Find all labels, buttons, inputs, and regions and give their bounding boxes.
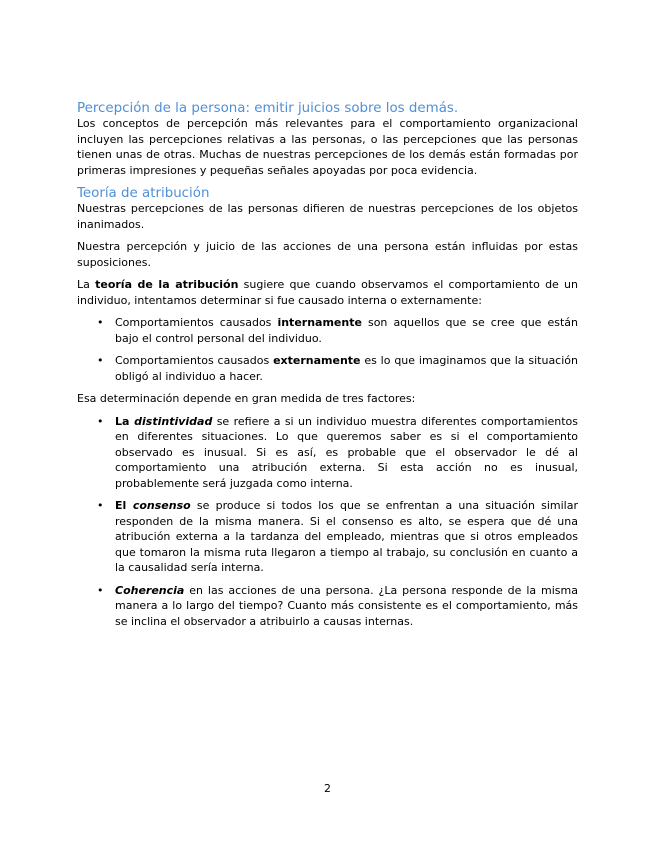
text: Comportamientos causados — [115, 354, 274, 367]
text: se produce si todos los que se enfrentan a una situación similar responden de la misma manera. Si el consenso es alto, se espera que dé una atribución externa a la tardanza del empleado, mientras que si otros empleados que tomaron la misma ruta llegaron a tiempo al trabajo, su conclusión en cuanto a la causalidad sería interna. — [115, 499, 578, 574]
text: se refiere a si un individuo muestra diferentes comportamientos en diferentes situaciones. Lo que queremos saber es si el comportamiento observado es inusual. Si es así, es probable que el observador le dé al comportamiento una atribución externa. Si esta acción no es inusual, probablemente será juzgada como interna. — [115, 414, 579, 490]
bold-italic-term: consenso — [132, 499, 191, 512]
text: en las acciones de una persona. ¿La persona responde de la misma manera a lo largo del tiempo? Cuanto más consistente es el comportamiento, más se inclina el observador a atribuirlo a causas internas. — [115, 583, 578, 628]
bullet-icon: • — [97, 583, 104, 597]
list-item — [77, 583, 578, 630]
bold-term: El — [115, 499, 133, 512]
paragraph-factores: Esa determinación depende en gran medida de tres factores: — [77, 392, 416, 405]
text: Comportamientos causados — [115, 316, 278, 329]
factors-list — [77, 414, 578, 630]
bold-term: externamente — [273, 354, 361, 367]
text: es lo que imaginamos que la situación obligó al individuo a hacer. — [115, 354, 578, 383]
list-item — [77, 353, 578, 384]
bullet-icon: • — [97, 354, 104, 367]
page-content — [77, 100, 578, 629]
causation-list — [77, 315, 578, 384]
bold-term: internamente — [277, 316, 362, 329]
text: La — [77, 278, 96, 291]
bold-italic-term: Coherencia — [115, 583, 185, 597]
bold-term: La — [115, 414, 135, 428]
section-heading-atribucion: Teoría de atribución — [77, 186, 210, 201]
paragraph-objetos: Nuestras percepciones de las personas difieren de nuestras percepciones de los objetos inanimados. — [77, 202, 578, 231]
page-number: 2 — [324, 782, 331, 795]
paragraph-teoria — [77, 277, 578, 308]
list-item — [77, 498, 578, 576]
section-heading-percepcion: Percepción de la persona: emitir juicios sobre los demás. — [77, 101, 459, 116]
paragraph-suposiciones: Nuestra percepción y juicio de las acciones de una persona están influidas por estas suposiciones. — [77, 240, 578, 269]
bullet-icon: • — [97, 499, 104, 512]
list-item — [77, 315, 578, 346]
bold-italic-term: distintividad — [134, 414, 213, 428]
text: sugiere que cuando observamos el comportamiento de un individuo, intentamos determinar si fue causado interna o externamente: — [77, 278, 578, 307]
bold-term: teoría de la atribución — [95, 278, 239, 291]
list-item — [77, 414, 578, 492]
bullet-icon: • — [97, 316, 104, 329]
text: son aquellos que se cree que están bajo el control personal del individuo. — [115, 316, 578, 345]
bullet-icon: • — [97, 414, 104, 428]
paragraph-percepcion: Los conceptos de percepción más relevantes para el comportamiento organizacional incluyen las percepciones relativas a las personas, o las percepciones que las personas tienen unas de otras. Muchas de nuestras percepciones de los demás están formadas por primeras impresiones y pequeñas señales apoyadas por poca evidencia. — [77, 117, 578, 177]
